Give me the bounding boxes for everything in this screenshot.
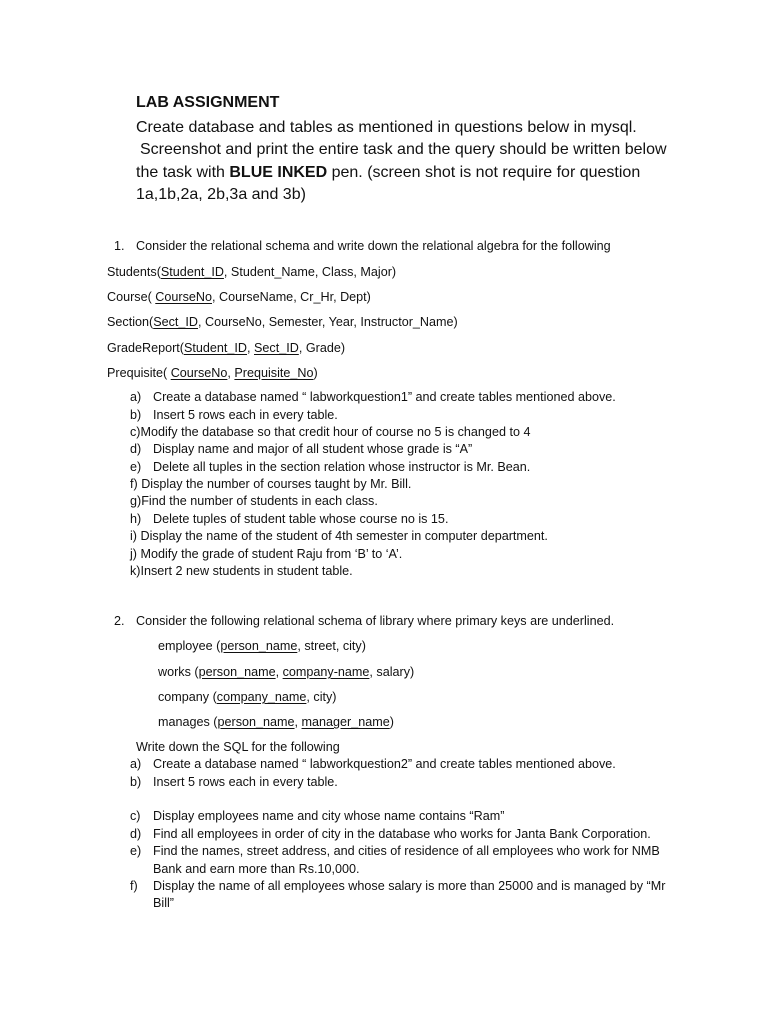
item-text: Insert 2 new students in student table.: [140, 564, 353, 578]
primary-key: CourseNo: [155, 290, 212, 304]
item-label: c): [130, 425, 141, 439]
intro-line-4: 1a,1b,2a, 2b,3a and 3b): [136, 185, 306, 203]
schema-attributes: , street, city): [297, 639, 366, 653]
q2-subtitle: Write down the SQL for the following: [136, 740, 340, 754]
schema-name: Section(: [107, 315, 154, 329]
primary-key: manager_name: [301, 715, 390, 729]
item-text: Create a database named “ labworkquestion1” and create tables mentioned above.: [153, 390, 616, 404]
item-text: Insert 5 rows each in every table.: [153, 775, 338, 789]
item-label: f): [130, 879, 138, 893]
schema-attributes: ): [389, 715, 394, 729]
item-label: e): [130, 844, 142, 858]
intro-bold-text: BLUE INKED: [229, 163, 328, 181]
list-item: [130, 425, 530, 439]
list-item: [130, 564, 353, 578]
primary-key: Student_ID: [184, 341, 248, 355]
list-item: [130, 775, 338, 789]
item-text: Create a database named “ labworkquestion2” and create tables mentioned above.: [153, 757, 616, 771]
list-item: [130, 757, 616, 771]
item-text: Display name and major of all student whose grade is “A”: [153, 442, 473, 456]
intro-line-3: [136, 162, 716, 184]
schema-works: [158, 665, 414, 679]
intro-line-3-start: the task with: [136, 163, 230, 181]
item-text: Display the name of the student of 4th semester in computer department.: [140, 529, 548, 543]
schema-name: company (: [158, 690, 217, 704]
item-label: k): [130, 564, 141, 578]
schema-name: Students(: [107, 265, 161, 279]
item-label: c): [130, 809, 141, 823]
list-item: [130, 827, 651, 841]
separator: ,: [294, 715, 302, 729]
item-text: Find the names, street address, and cities of residence of all employees who work for NMB: [153, 844, 660, 858]
schema-name: Course(: [107, 290, 156, 304]
schema-name: manages (: [158, 715, 218, 729]
schema-attributes: ): [313, 366, 318, 380]
item-label: d): [130, 442, 142, 456]
primary-key: company_name: [216, 690, 307, 704]
item-label: b): [130, 775, 142, 789]
intro-paragraph: [136, 117, 716, 206]
schema-name: Prequisite(: [107, 366, 171, 380]
schema-gradereport: [107, 341, 345, 355]
intro-line-1: Create database and tables as mentioned in questions below in mysql.: [136, 119, 637, 136]
separator: ,: [247, 341, 255, 355]
item-text: Delete tuples of student table whose course no is 15.: [153, 512, 449, 526]
primary-key: Sect_ID: [254, 341, 299, 355]
primary-key: Sect_ID: [153, 315, 199, 329]
item-label: h): [130, 512, 142, 526]
primary-key: person_name: [217, 715, 295, 729]
list-item: [130, 408, 338, 422]
item-text: Display employees name and city whose name contains “Ram”: [153, 809, 505, 823]
q2-text: Consider the following relational schema of library where primary keys are underlined.: [136, 614, 615, 628]
schema-employee: [158, 639, 366, 653]
list-item: [130, 442, 472, 456]
list-item: [130, 477, 411, 491]
item-text: Modify the grade of student Raju from ‘B’ to ‘A’.: [140, 547, 403, 561]
separator: ,: [275, 665, 283, 679]
list-item-continued: [130, 896, 174, 910]
schema-manages: [158, 715, 394, 729]
schema-attributes: , Grade): [298, 341, 346, 355]
assignment-heading: LAB ASSIGNMENT: [136, 94, 280, 111]
item-label: a): [130, 390, 142, 404]
schema-name: GradeReport(: [107, 341, 184, 355]
item-text: Modify the database so that credit hour of course no 5 is changed to 4: [140, 425, 531, 439]
schema-name: employee (: [158, 639, 221, 653]
schema-attributes: , CourseName, Cr_Hr, Dept): [212, 290, 371, 304]
intro-line-2: Screenshot and print the entire task and the query should be written below: [140, 141, 667, 159]
list-item: [130, 879, 665, 893]
primary-key: person_name: [198, 665, 276, 679]
list-item: [130, 809, 504, 823]
item-label: e): [130, 460, 142, 474]
item-label: f): [130, 477, 138, 491]
primary-key: company-name: [282, 665, 370, 679]
q2-number: 2.: [114, 614, 125, 628]
item-text: Insert 5 rows each in every table.: [153, 408, 338, 422]
q1-number: 1.: [114, 239, 125, 253]
primary-key: Student_ID: [160, 265, 224, 279]
separator: ,: [227, 366, 235, 380]
schema-students: [107, 265, 396, 279]
list-item: [130, 512, 448, 526]
item-text: Bank and earn more than Rs.10,000.: [153, 862, 360, 876]
intro-line-3-end: pen. (screen shot is not require for question: [327, 163, 641, 181]
item-text: Display the number of courses taught by Mr. Bill.: [141, 477, 412, 491]
schema-attributes: , Student_Name, Class, Major): [223, 265, 397, 279]
schema-company: [158, 690, 337, 704]
schema-attributes: , city): [306, 690, 337, 704]
primary-key: person_name: [220, 639, 298, 653]
item-label: d): [130, 827, 142, 841]
list-item-continued: [130, 862, 360, 876]
schema-section: [107, 315, 458, 329]
q1-text: Consider the relational schema and write down the relational algebra for the following: [136, 239, 611, 253]
schema-attributes: , salary): [369, 665, 415, 679]
list-item: [130, 529, 548, 543]
list-item: [130, 460, 530, 474]
item-label: g): [130, 494, 142, 508]
primary-key: CourseNo: [170, 366, 228, 380]
item-label: i): [130, 529, 137, 543]
list-item: [130, 494, 378, 508]
item-text: Display the name of all employees whose salary is more than 25000 and is managed by “Mr: [153, 879, 666, 893]
item-label: j): [130, 547, 137, 561]
schema-attributes: , CourseNo, Semester, Year, Instructor_Name): [198, 315, 458, 329]
schema-name: works (: [158, 665, 199, 679]
list-item: [130, 390, 616, 404]
item-text: Bill”: [153, 896, 174, 910]
schema-course: [107, 290, 371, 304]
list-item: [130, 547, 402, 561]
item-text: Find all employees in order of city in the database who works for Janta Bank Corporation.: [153, 827, 651, 841]
primary-key: Prequisite_No: [234, 366, 314, 380]
item-label: b): [130, 408, 142, 422]
item-text: Find the number of students in each class.: [141, 494, 378, 508]
item-label: a): [130, 757, 142, 771]
schema-prequisite: [107, 366, 318, 380]
item-text: Delete all tuples in the section relation whose instructor is Mr. Bean.: [153, 460, 531, 474]
list-item: [130, 844, 660, 858]
